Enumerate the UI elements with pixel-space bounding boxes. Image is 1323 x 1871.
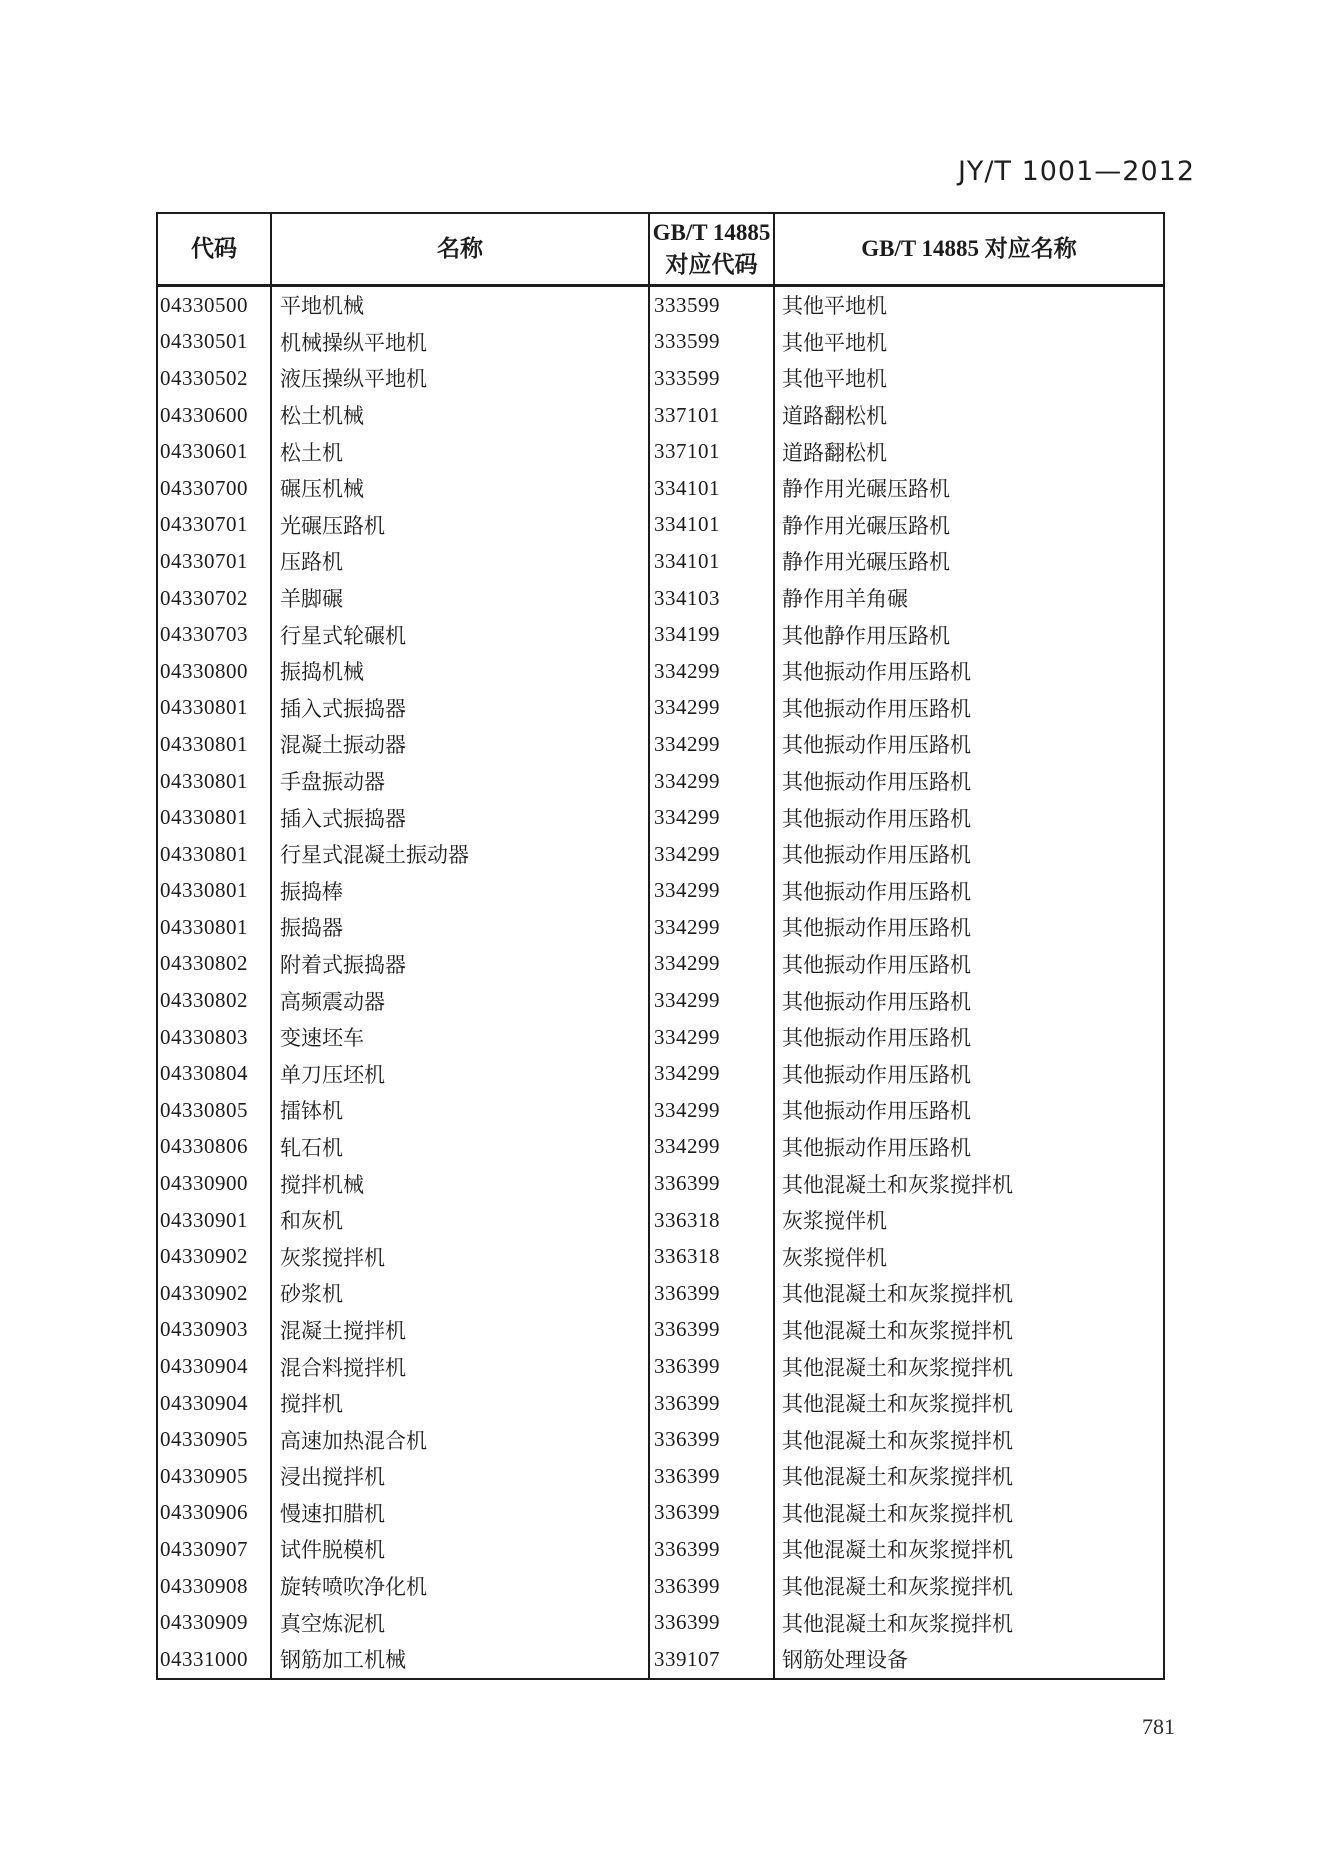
document-standard-number: JY/T 1001—2012 bbox=[957, 156, 1195, 187]
table-row bbox=[158, 1385, 1163, 1422]
cell-gbt-code: 336399 bbox=[650, 1385, 775, 1422]
table-row bbox=[158, 1458, 1163, 1495]
table-row bbox=[158, 836, 1163, 873]
cell-name: 单刀压坯机 bbox=[272, 1055, 650, 1092]
cell-gbt-code: 336399 bbox=[650, 1531, 775, 1568]
cell-code: 04330901 bbox=[158, 1202, 272, 1239]
cell-gbt-code: 334299 bbox=[650, 726, 775, 763]
cell-gbt-code: 337101 bbox=[650, 433, 775, 470]
cell-gbt-name: 静作用光碾压路机 bbox=[782, 513, 950, 538]
cell-code: 04330904 bbox=[158, 1348, 272, 1385]
cell-code: 04330701 bbox=[158, 543, 272, 580]
table-row bbox=[158, 1019, 1163, 1056]
cell-gbt-code: 333599 bbox=[650, 360, 775, 397]
column-header-gbt-code bbox=[650, 214, 775, 284]
table-header-row bbox=[158, 214, 1163, 287]
table-row bbox=[158, 543, 1163, 580]
cell-name: 碾压机械 bbox=[272, 470, 650, 507]
cell-name: 羊脚碾 bbox=[272, 580, 650, 617]
cell-name: 慢速扣腊机 bbox=[272, 1495, 650, 1532]
cell-gbt-name: 其他平地机 bbox=[782, 367, 887, 392]
cell-gbt-name: 其他振动作用压路机 bbox=[782, 770, 971, 795]
column-header-gbt-code-line1: GB/T 14885 bbox=[652, 220, 771, 245]
cell-gbt-name: 其他振动作用压路机 bbox=[782, 1062, 971, 1087]
cell-gbt-code: 336399 bbox=[650, 1495, 775, 1532]
cell-code: 04330908 bbox=[158, 1568, 272, 1605]
table-row bbox=[158, 1092, 1163, 1129]
cell-gbt-name: 其他振动作用压路机 bbox=[782, 696, 971, 721]
cell-gbt-name: 其他混凝土和灰浆搅拌机 bbox=[782, 1575, 1013, 1600]
table-row bbox=[158, 397, 1163, 434]
cell-name: 混合料搅拌机 bbox=[272, 1348, 650, 1385]
cell-gbt-code: 334299 bbox=[650, 653, 775, 690]
cell-gbt-code: 336399 bbox=[650, 1568, 775, 1605]
cell-gbt-code: 336318 bbox=[650, 1202, 775, 1239]
cell-name: 附着式振捣器 bbox=[272, 946, 650, 983]
cell-gbt-name: 其他平地机 bbox=[782, 294, 887, 319]
cell-code: 04330902 bbox=[158, 1238, 272, 1275]
table-row bbox=[158, 799, 1163, 836]
cell-gbt-code: 334299 bbox=[650, 763, 775, 800]
cell-code: 04330804 bbox=[158, 1055, 272, 1092]
cell-gbt-name: 静作用羊角碾 bbox=[782, 587, 908, 612]
cell-code: 04330502 bbox=[158, 360, 272, 397]
cell-gbt-name: 其他振动作用压路机 bbox=[782, 952, 971, 977]
table-row bbox=[158, 1202, 1163, 1239]
cell-code: 04330802 bbox=[158, 982, 272, 1019]
cell-gbt-code: 336399 bbox=[650, 1604, 775, 1641]
cell-code: 04330801 bbox=[158, 690, 272, 727]
cell-gbt-name: 道路翻松机 bbox=[782, 404, 887, 429]
cell-gbt-name: 其他混凝土和灰浆搅拌机 bbox=[782, 1611, 1013, 1636]
cell-gbt-code: 334299 bbox=[650, 1019, 775, 1056]
table-row bbox=[158, 1348, 1163, 1385]
cell-name: 高频震动器 bbox=[272, 982, 650, 1019]
table-row bbox=[158, 1129, 1163, 1166]
cell-gbt-code: 336399 bbox=[650, 1458, 775, 1495]
cell-gbt-name: 其他混凝土和灰浆搅拌机 bbox=[782, 1538, 1013, 1563]
cell-gbt-code: 334299 bbox=[650, 836, 775, 873]
cell-name: 插入式振捣器 bbox=[272, 799, 650, 836]
cell-code: 04330806 bbox=[158, 1129, 272, 1166]
cell-gbt-name: 其他振动作用压路机 bbox=[782, 916, 971, 941]
cell-code: 04330703 bbox=[158, 616, 272, 653]
cell-code: 04330803 bbox=[158, 1019, 272, 1056]
cell-gbt-code: 334101 bbox=[650, 470, 775, 507]
cell-gbt-code: 334299 bbox=[650, 946, 775, 983]
table-row bbox=[158, 653, 1163, 690]
cell-name: 高速加热混合机 bbox=[272, 1421, 650, 1458]
cell-code: 04330700 bbox=[158, 470, 272, 507]
cell-code: 04330702 bbox=[158, 580, 272, 617]
cell-gbt-code: 334299 bbox=[650, 1055, 775, 1092]
cell-name: 振捣机械 bbox=[272, 653, 650, 690]
cell-gbt-name: 其他混凝土和灰浆搅拌机 bbox=[782, 1282, 1013, 1307]
cell-gbt-name: 灰浆搅伴机 bbox=[782, 1209, 887, 1234]
cell-gbt-code: 334299 bbox=[650, 982, 775, 1019]
cell-gbt-name: 其他振动作用压路机 bbox=[782, 1026, 971, 1051]
cell-name: 真空炼泥机 bbox=[272, 1604, 650, 1641]
cell-name: 擂钵机 bbox=[272, 1092, 650, 1129]
cell-name: 插入式振捣器 bbox=[272, 690, 650, 727]
cell-code: 04330601 bbox=[158, 433, 272, 470]
cell-gbt-name: 静作用光碾压路机 bbox=[782, 550, 950, 575]
cell-gbt-code: 336399 bbox=[650, 1275, 775, 1312]
cell-name: 振捣器 bbox=[272, 909, 650, 946]
cell-code: 04330900 bbox=[158, 1165, 272, 1202]
cell-name: 砂浆机 bbox=[272, 1275, 650, 1312]
table-row bbox=[158, 763, 1163, 800]
cell-name: 灰浆搅拌机 bbox=[272, 1238, 650, 1275]
cell-name: 浸出搅拌机 bbox=[272, 1458, 650, 1495]
cell-name: 行星式混凝土振动器 bbox=[272, 836, 650, 873]
table-row bbox=[158, 1055, 1163, 1092]
table-row bbox=[158, 946, 1163, 983]
cell-code: 04330801 bbox=[158, 763, 272, 800]
column-header-gbt-name: GB/T 14885 对应名称 bbox=[861, 236, 1077, 261]
cell-code: 04330902 bbox=[158, 1275, 272, 1312]
table-row bbox=[158, 1421, 1163, 1458]
cell-name: 松土机械 bbox=[272, 397, 650, 434]
cell-gbt-code: 333599 bbox=[650, 287, 775, 324]
cell-code: 04331000 bbox=[158, 1641, 272, 1678]
column-header-gbt-code-line2: 对应代码 bbox=[665, 252, 758, 277]
cell-name: 混凝土振动器 bbox=[272, 726, 650, 763]
cell-gbt-name: 其他振动作用压路机 bbox=[782, 733, 971, 758]
cell-name: 搅拌机械 bbox=[272, 1165, 650, 1202]
cell-gbt-code: 334101 bbox=[650, 543, 775, 580]
cell-name: 旋转喷吹净化机 bbox=[272, 1568, 650, 1605]
table-row bbox=[158, 287, 1163, 324]
cell-gbt-name: 其他振动作用压路机 bbox=[782, 989, 971, 1014]
cell-gbt-code: 333599 bbox=[650, 324, 775, 361]
cell-name: 平地机械 bbox=[272, 287, 650, 324]
cell-name: 和灰机 bbox=[272, 1202, 650, 1239]
cell-gbt-name: 道路翻松机 bbox=[782, 440, 887, 465]
cell-gbt-name: 其他混凝土和灰浆搅拌机 bbox=[782, 1355, 1013, 1380]
cell-code: 04330905 bbox=[158, 1421, 272, 1458]
cell-gbt-name: 静作用光碾压路机 bbox=[782, 477, 950, 502]
cell-gbt-name: 其他振动作用压路机 bbox=[782, 660, 971, 685]
cell-code: 04330501 bbox=[158, 324, 272, 361]
cell-name: 试件脱模机 bbox=[272, 1531, 650, 1568]
cell-gbt-name: 其他振动作用压路机 bbox=[782, 806, 971, 831]
table-row bbox=[158, 616, 1163, 653]
table-row bbox=[158, 1641, 1163, 1678]
cell-gbt-code: 334299 bbox=[650, 1092, 775, 1129]
cell-gbt-code: 337101 bbox=[650, 397, 775, 434]
column-header-name: 名称 bbox=[272, 214, 650, 284]
cell-gbt-code: 334199 bbox=[650, 616, 775, 653]
cell-gbt-name: 其他混凝土和灰浆搅拌机 bbox=[782, 1465, 1013, 1490]
cell-gbt-name: 其他振动作用压路机 bbox=[782, 1135, 971, 1160]
cell-gbt-code: 336399 bbox=[650, 1421, 775, 1458]
cell-name: 机械操纵平地机 bbox=[272, 324, 650, 361]
cell-code: 04330800 bbox=[158, 653, 272, 690]
cell-gbt-name: 其他混凝土和灰浆搅拌机 bbox=[782, 1318, 1013, 1343]
table-row bbox=[158, 470, 1163, 507]
cell-code: 04330801 bbox=[158, 726, 272, 763]
cell-gbt-code: 336318 bbox=[650, 1238, 775, 1275]
table-row bbox=[158, 1568, 1163, 1605]
cell-code: 04330701 bbox=[158, 507, 272, 544]
cell-gbt-code: 336399 bbox=[650, 1165, 775, 1202]
table-row bbox=[158, 982, 1163, 1019]
cell-code: 04330805 bbox=[158, 1092, 272, 1129]
cell-name: 振捣棒 bbox=[272, 873, 650, 910]
cell-gbt-name: 钢筋处理设备 bbox=[782, 1648, 908, 1673]
table-row bbox=[158, 507, 1163, 544]
cell-gbt-code: 334299 bbox=[650, 873, 775, 910]
cell-gbt-code: 339107 bbox=[650, 1641, 775, 1678]
cell-name: 手盘振动器 bbox=[272, 763, 650, 800]
cell-name: 压路机 bbox=[272, 543, 650, 580]
cell-gbt-name: 灰浆搅伴机 bbox=[782, 1245, 887, 1270]
table-row bbox=[158, 909, 1163, 946]
cell-gbt-code: 334299 bbox=[650, 909, 775, 946]
table-row bbox=[158, 1312, 1163, 1349]
table-row bbox=[158, 873, 1163, 910]
cell-gbt-name: 其他混凝土和灰浆搅拌机 bbox=[782, 1501, 1013, 1526]
table-row bbox=[158, 433, 1163, 470]
cell-name: 松土机 bbox=[272, 433, 650, 470]
cell-name: 搅拌机 bbox=[272, 1385, 650, 1422]
cell-gbt-code: 334299 bbox=[650, 690, 775, 727]
cell-name: 轧石机 bbox=[272, 1129, 650, 1166]
table-row bbox=[158, 1165, 1163, 1202]
cell-code: 04330906 bbox=[158, 1495, 272, 1532]
cell-gbt-code: 334103 bbox=[650, 580, 775, 617]
cell-gbt-name: 其他混凝土和灰浆搅拌机 bbox=[782, 1172, 1013, 1197]
table-row bbox=[158, 1531, 1163, 1568]
cell-gbt-name: 其他振动作用压路机 bbox=[782, 1099, 971, 1124]
cell-gbt-code: 334299 bbox=[650, 1129, 775, 1166]
table-row bbox=[158, 324, 1163, 361]
table-row bbox=[158, 726, 1163, 763]
cell-gbt-name: 其他平地机 bbox=[782, 330, 887, 355]
cell-code: 04330909 bbox=[158, 1604, 272, 1641]
page-number: 781 bbox=[1142, 1714, 1175, 1739]
code-mapping-table bbox=[156, 212, 1165, 1680]
cell-name: 混凝土搅拌机 bbox=[272, 1312, 650, 1349]
cell-gbt-code: 336399 bbox=[650, 1348, 775, 1385]
cell-code: 04330904 bbox=[158, 1385, 272, 1422]
cell-gbt-name: 其他混凝土和灰浆搅拌机 bbox=[782, 1392, 1013, 1417]
cell-code: 04330500 bbox=[158, 287, 272, 324]
cell-name: 液压操纵平地机 bbox=[272, 360, 650, 397]
cell-name: 变速坯车 bbox=[272, 1019, 650, 1056]
cell-gbt-name: 其他混凝土和灰浆搅拌机 bbox=[782, 1428, 1013, 1453]
cell-code: 04330903 bbox=[158, 1312, 272, 1349]
cell-code: 04330801 bbox=[158, 799, 272, 836]
cell-code: 04330907 bbox=[158, 1531, 272, 1568]
table-row bbox=[158, 1604, 1163, 1641]
table-row bbox=[158, 690, 1163, 727]
cell-code: 04330802 bbox=[158, 946, 272, 983]
cell-code: 04330801 bbox=[158, 909, 272, 946]
table-body bbox=[158, 287, 1163, 1678]
table-row bbox=[158, 1495, 1163, 1532]
cell-gbt-name: 其他振动作用压路机 bbox=[782, 843, 971, 868]
cell-gbt-name: 其他振动作用压路机 bbox=[782, 879, 971, 904]
cell-gbt-code: 334101 bbox=[650, 507, 775, 544]
cell-gbt-name: 其他静作用压路机 bbox=[782, 623, 950, 648]
table-row bbox=[158, 580, 1163, 617]
cell-name: 钢筋加工机械 bbox=[272, 1641, 650, 1678]
table-row bbox=[158, 360, 1163, 397]
table-row bbox=[158, 1238, 1163, 1275]
cell-name: 光碾压路机 bbox=[272, 507, 650, 544]
cell-gbt-code: 336399 bbox=[650, 1312, 775, 1349]
column-header-code: 代码 bbox=[158, 214, 272, 284]
cell-code: 04330600 bbox=[158, 397, 272, 434]
table-row bbox=[158, 1275, 1163, 1312]
cell-code: 04330801 bbox=[158, 873, 272, 910]
cell-name: 行星式轮碾机 bbox=[272, 616, 650, 653]
cell-code: 04330905 bbox=[158, 1458, 272, 1495]
cell-gbt-code: 334299 bbox=[650, 799, 775, 836]
cell-code: 04330801 bbox=[158, 836, 272, 873]
